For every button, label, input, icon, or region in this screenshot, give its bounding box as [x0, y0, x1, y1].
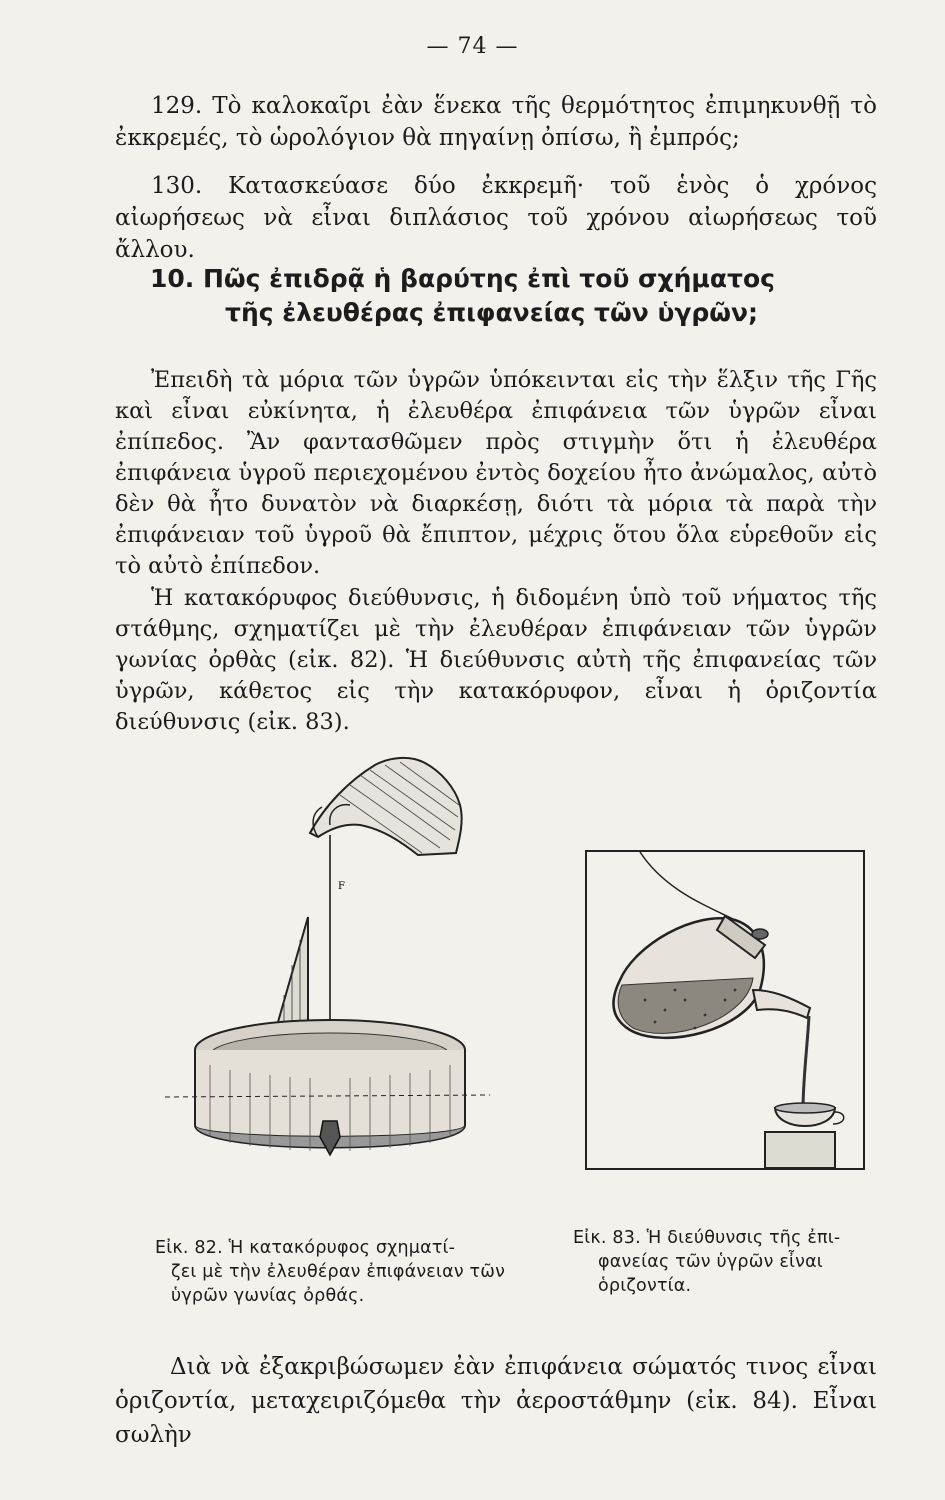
body-paragraph-3: Διὰ νὰ ἐξακριβώσωμεν ἐὰν ἐπιφάνεια σώματός τινος εἶναι ὁριζοντία, μεταχειριζόμεθα τὴν ἀεροστάθμην (εἰκ. 84). Εἶναι σωλὴν: [115, 1354, 877, 1448]
figure-83-caption-rest: φανείας τῶν ὑγρῶν εἶναι ὁριζοντία.: [598, 1252, 823, 1296]
exercise-129: 129. Τὸ καλοκαῖρι ἐὰν ἕνεκα τῆς θερμότητος ἐπιμηκυνθῇ τὸ ἐκκρεμές, τὸ ὡρολόγιον θὰ πηγαίνῃ ὀπίσω, ἢ ἐμπρός;: [115, 93, 877, 151]
section-heading-line2: τῆς ἐλευθέρας ἐπιφανείας τῶν ὑγρῶν;: [225, 298, 759, 327]
body-paragraph-2: Ἡ κατακόρυφος διεύθυνσις, ἡ διδομένη ὑπὸ τοῦ νήματος τῆς στάθμης, σχηματίζει μὲ τὴν ἐλευθέραν ἐπιφάνειαν τῶν ὑγρῶν γωνίας ὀρθὰς (εἰκ. 82). Ἡ διεύθυνσις αὐτὴ τῆς ἐπιφανείας τῶν ὑγρῶν, κάθετος εἰς τὴν κατακόρυφον, εἶναι ἡ ὁριζοντία διεύθυνσις (εἰκ. 83).: [115, 585, 877, 735]
section-heading: [150, 262, 850, 330]
figure-83-teapot-illustration: [585, 850, 865, 1170]
figure-83-caption: [573, 1226, 903, 1298]
figure-83-caption-lead: Εἰκ. 83. Ἡ διεύθυνσις τῆς ἐπι-: [573, 1228, 841, 1248]
label-F: F: [338, 881, 345, 892]
teapot-drawing: [585, 850, 865, 1170]
section-heading-line1: 10. Πῶς ἐπιδρᾷ ἡ βαρύτης ἐπὶ τοῦ σχήματος: [150, 264, 775, 293]
figure-82-caption: [155, 1236, 525, 1308]
body-paragraph-1: Ἐπειδὴ τὰ μόρια τῶν ὑγρῶν ὑπόκεινται εἰς τὴν ἕλξιν τῆς Γῆς καὶ εἶναι εὐκίνητα, ἡ ἐλευθέρα ἐπιφάνεια τῶν ὑγρῶν εἶναι ἐπίπεδος. Ἂν φαντασθῶμεν πρὸς στιγμὴν ὅτι ἡ ἐλευθέρα ἐπιφάνεια ὑγροῦ περιεχομένου ἐντὸς δοχείου ἦτο ἀνώμαλος, αὐτὸ δὲν θὰ ἦτο δυνατὸν νὰ διαρκέσῃ, διότι τὰ μόρια τὰ παρὰ τὴν ἐπιφάνειαν τοῦ ὑγροῦ θὰ ἔπιπτον, μέχρις ὅτου ὅλα εὑρεθοῦν εἰς τὸ αὐτὸ ἐπίπεδον.: [115, 367, 877, 579]
figure-82-caption-lead: Εἰκ. 82. Ἡ κατακόρυφος σχηματί-: [155, 1238, 456, 1258]
page-number: — 74 —: [426, 34, 519, 59]
figure-82-plumb-line-illustration: [160, 745, 500, 1185]
plumb-line-drawing: [160, 745, 500, 1185]
figure-82-caption-rest: ζει μὲ τὴν ἐλευθέραν ἐπιφάνειαν τῶν ὑγρῶν γωνίας ὀρθάς.: [171, 1262, 506, 1306]
exercise-130: 130. Κατασκεύασε δύο ἐκκρεμῆ· τοῦ ἑνὸς ὁ χρόνος αἰωρήσεως νὰ εἶναι διπλάσιος τοῦ χρόνου αἰωρήσεως τοῦ ἄλλου.: [115, 173, 877, 263]
